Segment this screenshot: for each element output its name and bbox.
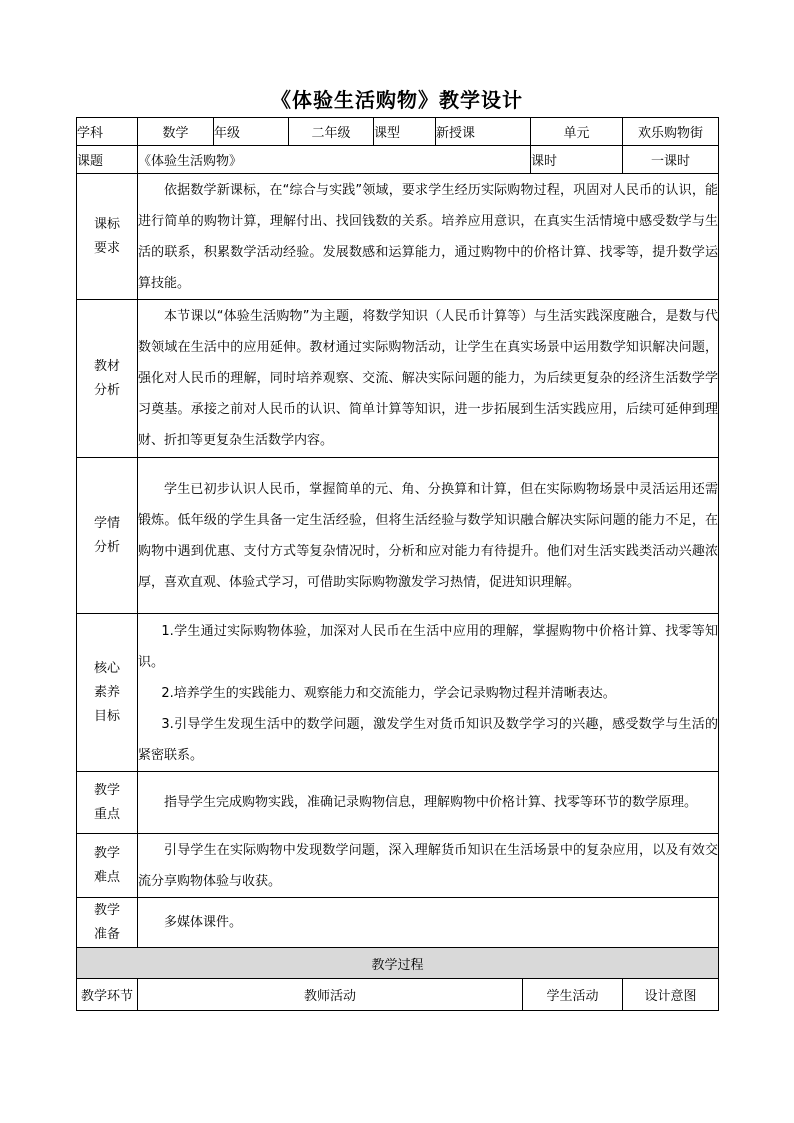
lesson-plan-table [76, 117, 719, 1011]
unit-value: 欢乐购物街 [623, 118, 719, 146]
goals-text [138, 614, 719, 772]
goals-label-line-2: 素养 [93, 684, 120, 700]
key-points-label [77, 772, 138, 834]
goal-item: 1.学生通过实际购物体验，加深对人民币在生活中应用的理解，掌握购物中价格计算、找零等知识。 [138, 624, 719, 670]
hours-label: 课时 [531, 146, 623, 174]
material-label-line-2: 分析 [93, 382, 120, 398]
students-label [77, 458, 138, 614]
key-points-label-line-1: 教学 [93, 782, 120, 798]
col-teacher-activity: 教师活动 [138, 979, 523, 1011]
goals-label-line-1: 核心 [93, 660, 120, 676]
col-student-activity: 学生活动 [523, 979, 623, 1011]
students-row [77, 458, 719, 614]
preparation-label-line-1: 教学 [93, 902, 120, 918]
goal-item: 3.引导学生发现生活中的数学问题，激发学生对货币知识及数学学习的兴趣，感受数学与生活的紧密联系。 [138, 717, 719, 763]
process-columns-row [77, 979, 719, 1011]
key-points-text: 指导学生完成购物实践，准确记录购物信息，理解购物中价格计算、找零等环节的数学原理。 [138, 772, 719, 834]
preparation-text: 多媒体课件。 [138, 898, 719, 948]
standards-label [77, 174, 138, 300]
topic-row [77, 146, 719, 174]
material-label-line-1: 教材 [93, 358, 120, 374]
key-points-label-line-2: 重点 [93, 806, 120, 822]
lesson-type-label: 课型 [374, 118, 436, 146]
material-row [77, 300, 719, 458]
students-text: 学生已初步认识人民币，掌握简单的元、角、分换算和计算，但在实际购物场景中灵活运用还需锻炼。低年级的学生具备一定生活经验，但将生活经验与数学知识融合解决实际问题的能力不足，在购物中遇到优惠、支付方式等复杂情况时，分析和应对能力有待提升。他们对生活实践类活动兴趣浓厚，喜欢直观、体验式学习，可借助实际购物激发学习热情，促进知识理解。 [138, 458, 719, 614]
material-text: 本节课以“体验生活购物”为主题，将数学知识（人民币计算等）与生活实践深度融合，是数与代数领域在生活中的应用延伸。教材通过实际购物活动，让学生在真实场景中运用数学知识解决问题，强化对人民币的理解，同时培养观察、交流、解决实际问题的能力，为后续更复杂的经济生活数学学习奠基。承接之前对人民币的认识、简单计算等知识，进一步拓展到生活实践应用，后续可延伸到理财、折扣等更复杂生活数学内容。 [138, 300, 719, 458]
difficulties-label [77, 834, 138, 898]
difficulties-label-line-2: 难点 [93, 869, 120, 885]
goal-item: 2.培养学生的实践能力、观察能力和交流能力，学会记录购物过程并清晰表达。 [161, 686, 616, 701]
standards-label-line-2: 要求 [93, 240, 120, 256]
preparation-label [77, 898, 138, 948]
topic-label: 课题 [77, 146, 138, 174]
process-heading-row [77, 948, 719, 979]
students-label-line-2: 分析 [93, 539, 120, 555]
col-stage: 教学环节 [77, 979, 138, 1011]
standards-label-line-1: 课标 [93, 216, 120, 232]
preparation-row [77, 898, 719, 948]
standards-row [77, 174, 719, 300]
info-row [77, 118, 719, 146]
lesson-type-value: 新授课 [436, 118, 531, 146]
difficulties-label-line-1: 教学 [93, 845, 120, 861]
document-title: 《体验生活购物》教学设计 [271, 88, 523, 112]
unit-label: 单元 [531, 118, 623, 146]
goals-label [77, 614, 138, 772]
subject-label: 学科 [77, 118, 138, 146]
grade-value: 二年级 [289, 118, 374, 146]
difficulties-text: 引导学生在实际购物中发现数学问题，深入理解货币知识在生活场景中的复杂应用，以及有效交流分享购物体验与收获。 [138, 834, 719, 898]
subject-value: 数学 [138, 118, 214, 146]
topic-value: 《体验生活购物》 [138, 146, 531, 174]
key-points-row [77, 772, 719, 834]
material-label [77, 300, 138, 458]
students-label-line-1: 学情 [93, 515, 120, 531]
hours-value: 一课时 [623, 146, 719, 174]
process-heading: 教学过程 [77, 948, 719, 979]
standards-text: 依据数学新课标，在“综合与实践”领域，要求学生经历实际购物过程，巩固对人民币的认识，能进行简单的购物计算，理解付出、找回钱数的关系。培养应用意识，在真实生活情境中感受数学与生活的联系，积累数学活动经验。发展数感和运算能力，通过购物中的价格计算、找零等，提升数学运算技能。 [138, 174, 719, 300]
difficulties-row [77, 834, 719, 898]
goals-label-line-3: 目标 [93, 708, 120, 724]
grade-label: 年级 [214, 118, 289, 146]
goals-row [77, 614, 719, 772]
preparation-label-line-2: 准备 [93, 926, 120, 942]
col-design-intent: 设计意图 [623, 979, 719, 1011]
